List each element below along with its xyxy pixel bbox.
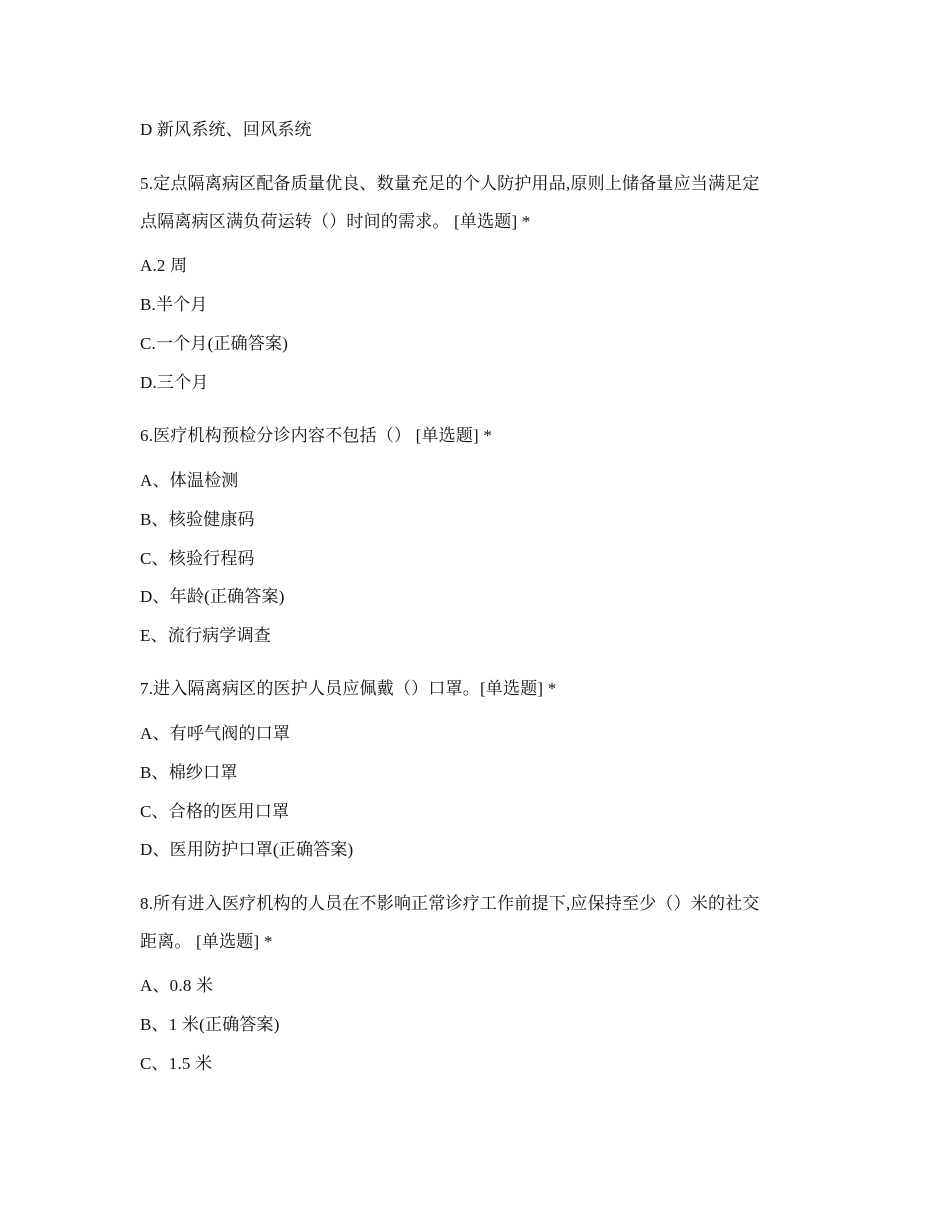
question-7-option-c: C、合格的医用口罩 [140,802,290,821]
question-8-text-line-2: 距离。 [单选题] * [140,932,273,951]
question-8-option-c: C、1.5 米 [140,1054,213,1073]
question-7-option-d: D、医用防护口罩(正确答案) [140,840,354,859]
question-6-option-d: D、年龄(正确答案) [140,587,285,606]
question-8-option-a: A、0.8 米 [140,976,214,995]
question-7-option-a: A、有呼气阀的口罩 [140,724,291,743]
question-5-option-d: D.三个月 [140,373,209,392]
question-5-option-c: C.一个月(正确答案) [140,334,289,353]
question-6-option-c: C、核验行程码 [140,549,255,568]
question-5-option-b: B.半个月 [140,295,208,314]
question-8-text-line-1: 8.所有进入医疗机构的人员在不影响正常诊疗工作前提下,应保持至少（）米的社交 [140,894,760,913]
question-6-text: 6.医疗机构预检分诊内容不包括（） [单选题] * [140,426,493,445]
question-7-option-b: B、棉纱口罩 [140,763,238,782]
question-5-text-line-2: 点隔离病区满负荷运转（）时间的需求。 [单选题] * [140,212,531,231]
question-6-option-a: A、体温检测 [140,471,239,490]
question-8-option-b: B、1 米(正确答案) [140,1015,280,1034]
question-5-option-a: A.2 周 [140,256,188,275]
question-7-text: 7.进入隔离病区的医护人员应佩戴（）口罩。[单选题] * [140,679,557,698]
question-6-option-e: E、流行病学调查 [140,626,271,645]
question-5-text-line-1: 5.定点隔离病区配备质量优良、数量充足的个人防护用品,原则上储备量应当满足定 [140,174,760,193]
prev-question-option-d: D 新风系统、回风系统 [140,120,312,139]
question-6-option-b: B、核验健康码 [140,510,255,529]
